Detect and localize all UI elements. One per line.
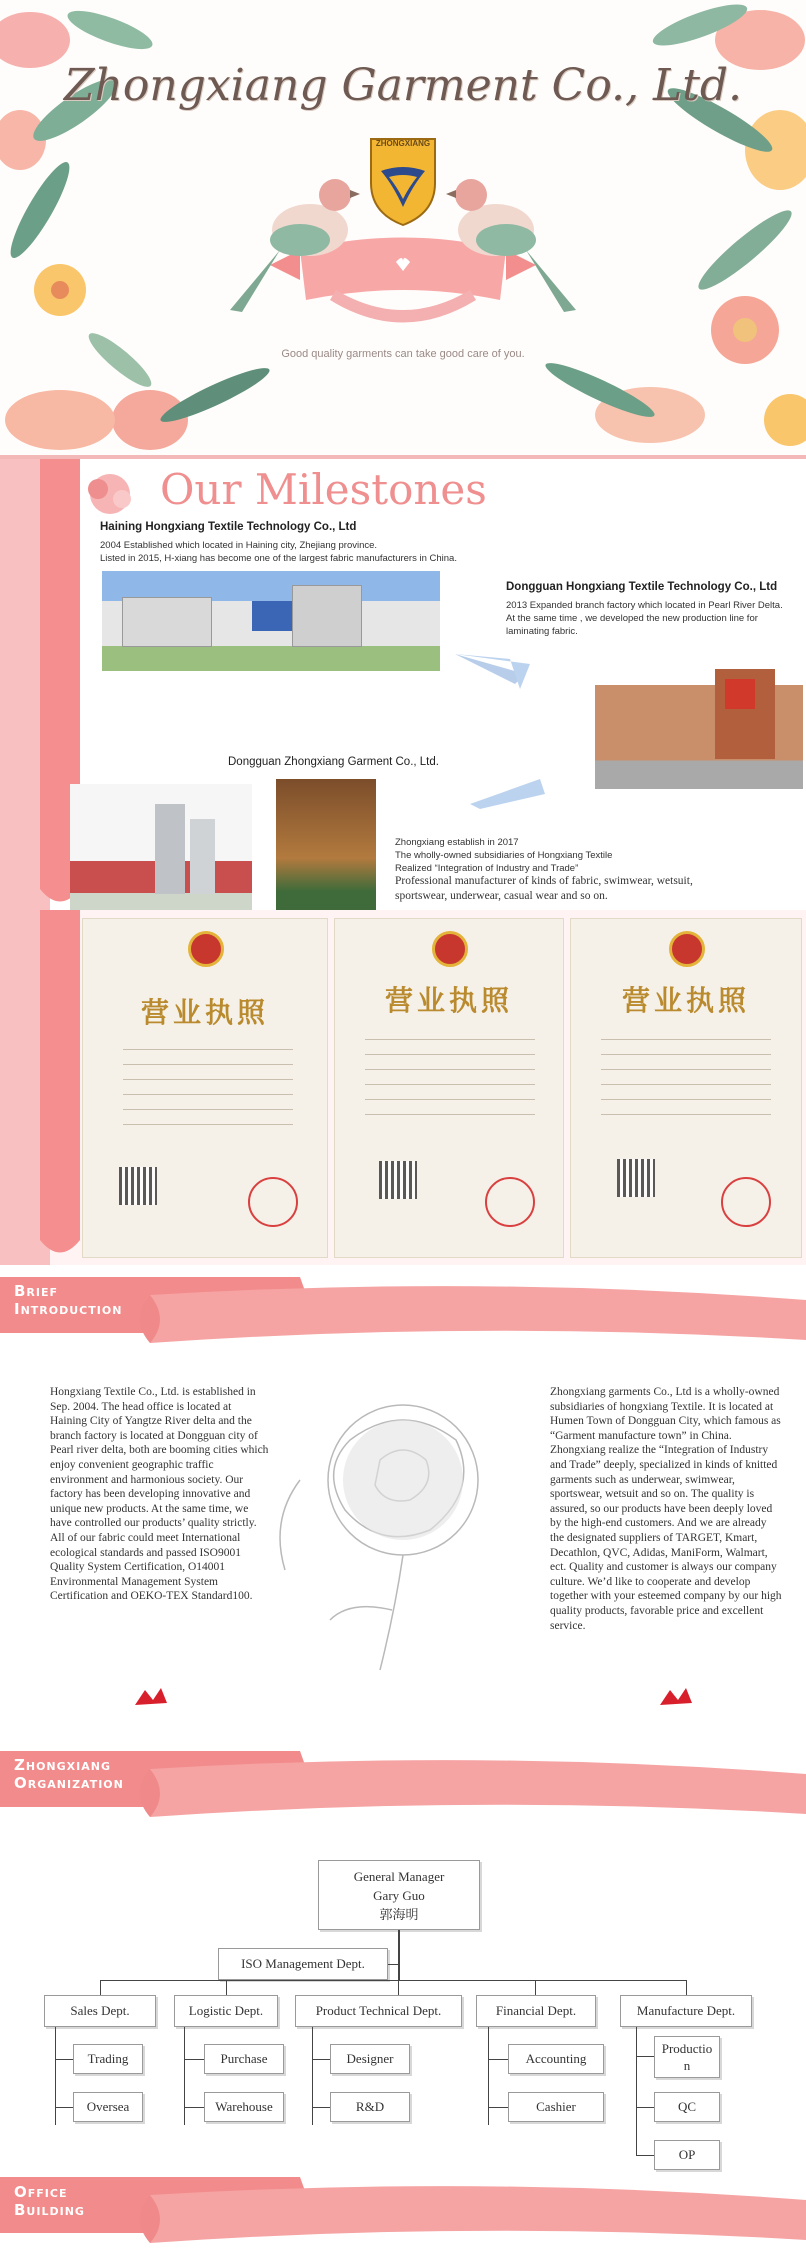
- banner-label-line2: Building: [14, 2201, 85, 2219]
- production-line2: n: [683, 2058, 691, 2073]
- banner-label-line1: Office: [14, 2183, 68, 2201]
- logo-text: ZHONGXIANG: [375, 139, 431, 148]
- milestone-2-line3: laminating fabric.: [506, 626, 578, 637]
- oversea-box: Oversea: [73, 2092, 143, 2122]
- gm-name: Gary Guo: [373, 1888, 425, 1903]
- general-manager-box: [318, 1860, 480, 1930]
- sales-dept-box: Sales Dept.: [44, 1995, 156, 2027]
- milestone-1-line2: Listed in 2015, H-xiang has become one of the largest fabric manufacturers in China.: [100, 553, 457, 564]
- production-line1: Productio: [661, 2041, 713, 2056]
- tagline: Good quality garments can take good care of you.: [281, 348, 525, 360]
- company-logo: [367, 135, 439, 227]
- brief-introduction-section: [0, 1360, 806, 1705]
- qc-box: QC: [654, 2092, 720, 2122]
- hero-section: [0, 0, 806, 455]
- warehouse-box: Warehouse: [204, 2092, 284, 2122]
- banner-label: [14, 2183, 85, 2219]
- milestone-2-heading: Dongguan Hongxiang Textile Technology Co., Ltd: [506, 581, 778, 593]
- license-card-1: [82, 918, 328, 1258]
- brief-introduction-banner: [0, 1265, 806, 1360]
- designer-box: Designer: [330, 2044, 410, 2074]
- office-building-banner: [0, 2173, 806, 2250]
- organization-chart: [0, 1848, 806, 2173]
- op-box: OP: [654, 2140, 720, 2170]
- milestones-title: Our Milestones: [160, 465, 487, 514]
- license-title: 营业执照: [621, 984, 750, 1017]
- gm-title: General Manager: [353, 1869, 445, 1884]
- trading-box: Trading: [73, 2044, 143, 2074]
- city-photo: [70, 784, 252, 912]
- product-technical-dept-box: Product Technical Dept.: [295, 1995, 462, 2027]
- milestone-3-line3: Realized “Integration of Industry and Trade”: [395, 863, 579, 874]
- milestone-2-line1: 2013 Expanded branch factory which located in Pearl River Delta.: [506, 600, 783, 611]
- banner-label-line1: Zhongxiang: [14, 1756, 111, 1774]
- milestones-section: [0, 455, 806, 910]
- logistic-dept-box: Logistic Dept.: [174, 1995, 278, 2027]
- milestone-1-heading: Haining Hongxiang Textile Technology Co., Ltd: [100, 521, 357, 533]
- banner-label-line2: Organization: [14, 1774, 124, 1792]
- financial-dept-box: Financial Dept.: [476, 1995, 596, 2027]
- license-title: 营业执照: [140, 996, 269, 1029]
- production-box: [654, 2036, 720, 2078]
- office-entrance-photo: [276, 779, 376, 911]
- license-title: 营业执照: [384, 984, 513, 1017]
- milestone-3-line5: sportswear, underwear, casual wear and so on.: [395, 890, 608, 902]
- accounting-box: Accounting: [508, 2044, 604, 2074]
- milestone-3-line2: The wholly-owned subsidiaries of Hongxiang Textile: [395, 850, 613, 861]
- license-card-3: [570, 918, 802, 1258]
- manufacture-dept-box: Manufacture Dept.: [620, 1995, 752, 2027]
- rnd-box: R&D: [330, 2092, 410, 2122]
- license-card-2: [334, 918, 564, 1258]
- purchase-box: Purchase: [204, 2044, 284, 2074]
- banner-label: [14, 1756, 124, 1792]
- milestone-2-line2: At the same time , we developed the new production line for: [506, 613, 758, 624]
- gm-chinese-name: 郭海明: [379, 1907, 419, 1922]
- milestone-3-line4: Professional manufacturer of kinds of fabric, swimwear, wetsuit,: [395, 875, 693, 887]
- brief-left-text: Hongxiang Textile Co., Ltd. is established in Sep. 2004. The head office is located at Haining City of Yangtze River delta and the branch factory is located at Dongguan city of Pearl river delta, both are booming cities which enjoy convenient geographic traffic environment and harmonious society. Our factory has been developing innovative and unique new products. At the same time, we have controlled our products’ quality strictly. All of our fabric could meet International ecological standards and passed ISO9001 Quality System Certification, O14001 Environmental Management System Certification and OEKO-TEX Standard100.: [50, 1386, 269, 1603]
- company-title: Zhongxiang Garment Co., Ltd.: [63, 60, 743, 111]
- brief-right-text: Zhongxiang garments Co., Ltd is a wholly-owned subsidiaries of hongxiang Textile. It is located at Humen Town of Dongguan City, which famous as “Garment manufacture town” in China. Zhongxiang realize the “Integration of Industry and Trade” deeply, specialized in kinds of knitted garments such as underwear, swimwear, sportswear, wetsuit and so on. The quality is assured, so our products have been deeply loved by the high-end customers. And we are already the designated suppliers of TARGET, Kmart, Decathlon, QVC, Adidas, ManiForm, Walmart, ect. Quality and customer is always our company culture. We’d like to cooperate and develop together with your esteemed company by our high quality products, favorable price and excellent service.: [550, 1386, 782, 1632]
- milestone-3-heading: Dongguan Zhongxiang Garment Co., Ltd.: [228, 756, 439, 768]
- organization-banner: [0, 1737, 806, 1832]
- milestone-3-line1: Zhongxiang establish in 2017: [395, 837, 519, 848]
- dongguan-factory-photo: [595, 659, 803, 789]
- cashier-box: Cashier: [508, 2092, 604, 2122]
- business-licenses-section: [0, 910, 806, 1265]
- haining-factory-photo: [102, 571, 440, 671]
- banner-label-line1: Brief: [14, 1282, 59, 1300]
- banner-label: [14, 1282, 122, 1318]
- milestone-1-line1: 2004 Established which located in Haining city, Zhejiang province.: [100, 540, 378, 551]
- iso-dept-box: ISO Management Dept.: [218, 1948, 388, 1980]
- banner-label-line2: Introduction: [14, 1300, 123, 1318]
